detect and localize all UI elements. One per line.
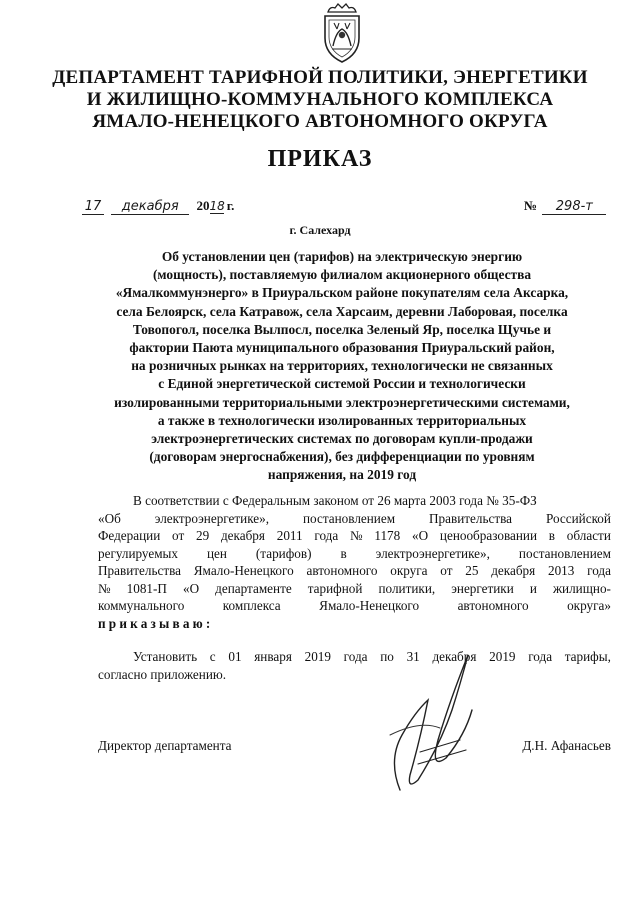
word: по xyxy=(380,649,394,664)
operative-paragraph xyxy=(98,648,611,683)
word: 01 xyxy=(228,649,242,664)
word: коммунального xyxy=(98,598,185,613)
word: регулируемых xyxy=(98,545,178,561)
subject-line: (договорам энергоснабжения), без дифференциации по уровням xyxy=(149,449,535,465)
order-subject xyxy=(92,248,592,485)
document-type-title: ПРИКАЗ xyxy=(267,146,373,172)
word: 2019 xyxy=(304,649,331,664)
preamble-paragraph xyxy=(98,492,611,632)
word: Российской xyxy=(545,510,611,526)
word: и xyxy=(529,580,537,596)
body-line xyxy=(98,527,611,545)
word: 25 xyxy=(465,563,479,578)
signatory-name: Д.Н. Афанасьев xyxy=(522,738,611,753)
word: Ямало-Ненецкого xyxy=(193,563,294,578)
subject-line: села Белоярск, села Катравож, села Харсаим, деревни Лаборовая, поселка xyxy=(116,303,568,319)
word: «О xyxy=(412,528,429,543)
subject-line: Об установлении цен (тарифов) на электрическую энергию xyxy=(161,249,523,264)
word: области xyxy=(566,528,611,543)
word: ценообразовании xyxy=(439,528,538,543)
word: комплекса xyxy=(222,598,281,613)
word: постановлением xyxy=(518,545,611,561)
word: декабря xyxy=(432,649,477,664)
word: от xyxy=(172,528,185,543)
word: энергетики xyxy=(451,580,514,596)
number-value-handwritten: 298-т xyxy=(542,199,606,215)
word: Правительства xyxy=(429,510,513,526)
word: года xyxy=(528,649,553,664)
word: автономного xyxy=(306,563,378,578)
word: округа xyxy=(390,563,428,578)
word: автономного xyxy=(457,598,529,613)
word: цен xyxy=(206,545,227,561)
body-line xyxy=(98,510,611,528)
word: года xyxy=(587,563,611,578)
word: Федерации xyxy=(98,528,161,543)
order-date xyxy=(82,198,234,215)
date-month-handwritten: декабря xyxy=(111,199,189,215)
body-line xyxy=(98,648,611,666)
subject-line: электроэнергетических системах по договорам купли-продажи xyxy=(151,431,533,447)
date-suffix: г. xyxy=(226,198,235,213)
department-line-2: И ЖИЛИЩНО-КОММУНАЛЬНОГО КОМПЛЕКСА xyxy=(86,89,554,110)
word: электроэнергетике», xyxy=(154,510,270,526)
word: в xyxy=(548,528,556,543)
word: года xyxy=(314,528,339,543)
word: политики, xyxy=(378,580,436,596)
department-line-1: ДЕПАРТАМЕНТ ТАРИФНОЙ ПОЛИТИКИ, ЭНЕРГЕТИКИ xyxy=(52,67,588,88)
word: № xyxy=(350,528,363,543)
body-line: согласно приложению. xyxy=(98,666,227,682)
body-line xyxy=(98,562,611,580)
date-day-handwritten: 17 xyxy=(82,199,104,215)
word: 1178 xyxy=(374,528,401,543)
word: января xyxy=(254,649,292,664)
subject-line: с Единой энергетической системой России и технологически xyxy=(158,376,526,392)
subject-line: а также в технологически изолированных территориальных xyxy=(157,412,527,428)
handwritten-signature xyxy=(380,640,490,810)
word: постановлением xyxy=(303,510,396,526)
body-line: В соответствии с Федеральным законом от 26 марта 2003 года № 35-ФЗ xyxy=(133,493,537,508)
word: электроэнергетике», xyxy=(375,545,490,561)
word: с xyxy=(209,649,216,664)
date-year-prefix: 20 xyxy=(196,198,210,213)
body-line xyxy=(98,597,611,615)
word: 29 xyxy=(196,528,210,543)
word: департаменте xyxy=(215,580,292,596)
coat-of-arms-emblem xyxy=(318,2,366,64)
word: № xyxy=(98,580,111,596)
word: 2013 xyxy=(547,563,575,578)
word: «Об xyxy=(98,510,121,526)
word: Установить xyxy=(133,649,198,664)
word: тарифной xyxy=(307,580,363,596)
word: жилищно- xyxy=(552,580,611,596)
word: 2019 xyxy=(489,649,516,664)
word: 2011 xyxy=(276,528,303,543)
department-name xyxy=(40,67,600,133)
subject-line: на розничных рынках на территориях, технологически не связанных xyxy=(131,358,553,374)
word: 31 xyxy=(406,649,420,664)
signatory-title: Директор департамента xyxy=(98,738,232,753)
city-line: г. Салехард xyxy=(289,223,351,237)
word: года xyxy=(343,649,368,664)
word: от xyxy=(440,563,453,578)
subject-line: фактории Паюта муниципального образования Приуральский район, xyxy=(129,340,555,356)
subject-line: изолированными территориальными электроэнергетическими системами, xyxy=(114,394,570,410)
word: тарифы, xyxy=(564,649,611,664)
number-label: № xyxy=(524,198,538,213)
department-line-3: ЯМАЛО-НЕНЕЦКОГО АВТОНОМНОГО ОКРУГА xyxy=(92,111,548,132)
order-directive-word: приказываю: xyxy=(98,615,214,631)
word: «О xyxy=(182,580,200,596)
word: Ямало-Ненецкого xyxy=(319,598,420,613)
word: (тарифов) xyxy=(255,545,312,561)
body-line xyxy=(98,580,611,598)
subject-line: «Ямалкоммунэнерго» в Приуральском районе покупателям села Аксарка, xyxy=(115,285,569,301)
subject-line: напряжения, на 2019 год xyxy=(267,467,417,483)
word: Правительства xyxy=(98,563,181,578)
body-line xyxy=(98,545,611,563)
order-number xyxy=(524,198,606,215)
word: декабря xyxy=(491,563,536,578)
date-year-handwritten: 18 xyxy=(209,199,225,213)
word: 1081-П xyxy=(126,580,167,596)
subject-line: Товопогол, поселка Вылпосл, поселка Зеленый Яр, поселка Щучье и xyxy=(132,321,552,337)
subject-line: (мощность), поставляемую филиалом акционерного общества xyxy=(152,267,532,283)
word: округа» xyxy=(567,598,611,613)
word: декабря xyxy=(220,528,265,543)
word: в xyxy=(340,545,347,561)
